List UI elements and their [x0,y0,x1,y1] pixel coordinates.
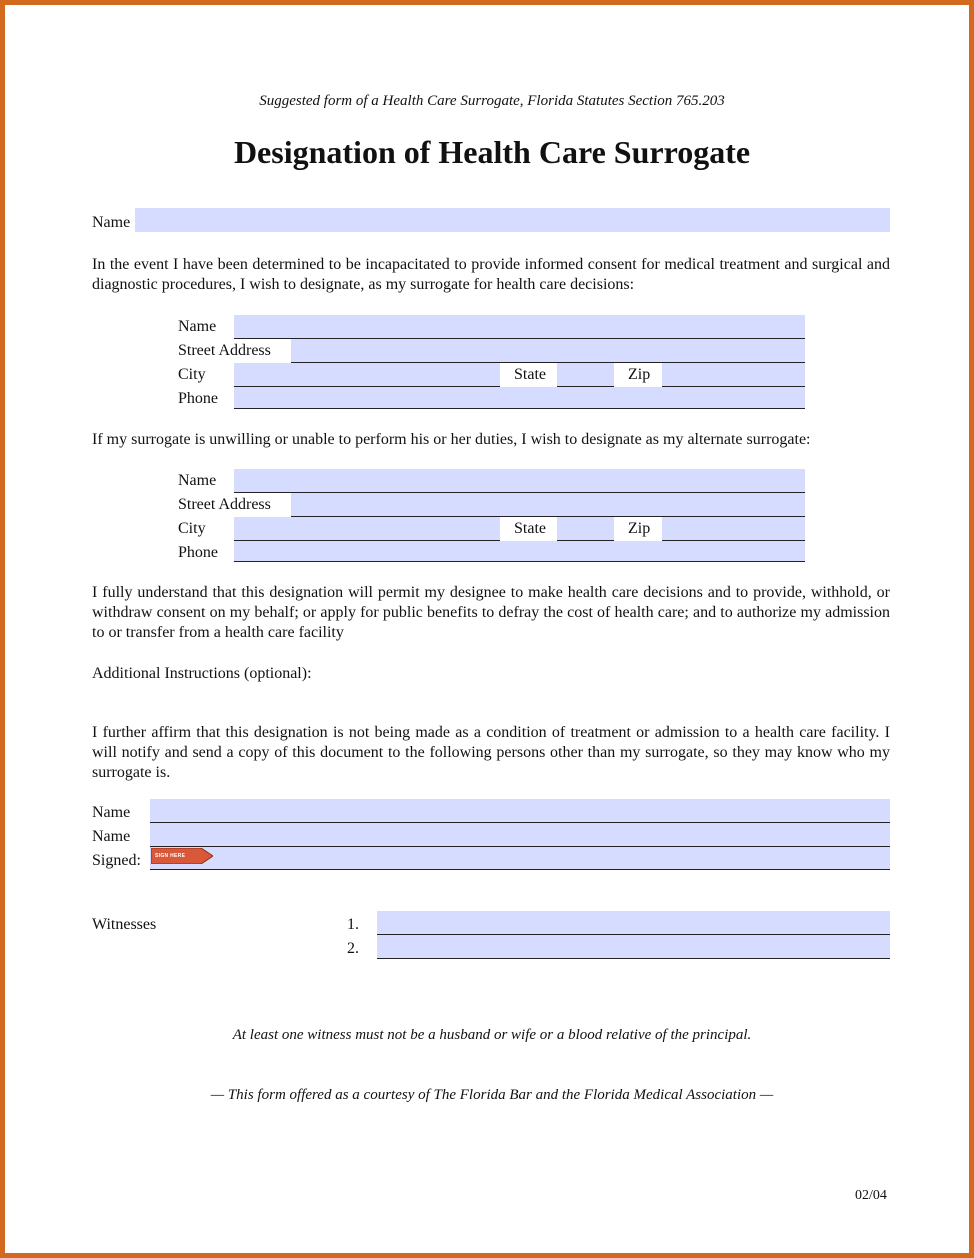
principal-name-field[interactable] [135,208,890,232]
witness1-field[interactable] [377,911,890,935]
signed-label: Signed: [92,852,141,869]
alternate-state-field[interactable] [557,517,614,541]
surrogate-street-field[interactable] [291,339,805,363]
courtesy-note: — This form offered as a courtesy of The Florida Bar and the Florida Medical Association — [210,1087,774,1103]
principal-name-label: Name [92,214,131,231]
witness2-number: 2. [347,940,359,957]
notify-name1-label: Name [92,804,131,821]
alternate-city-field[interactable] [234,517,500,541]
page-title: Designation of Health Care Surrogate [233,134,751,170]
surrogate-zip-label: Zip [628,366,651,383]
intro-paragraph: In the event I have been determined to be incapacitated to provide informed consent for medical treatment and surgical and diagnostic procedures, I wish to designate, as my surrogate for health care decisions: [92,256,890,293]
alternate-state-label: State [514,520,546,537]
alternate-phone-label: Phone [178,544,218,561]
surrogate-name-label: Name [178,318,217,335]
witness-note: At least one witness must not be a husband or wife or a blood relative of the principal. [232,1027,752,1043]
surrogate-name-field[interactable] [234,315,805,339]
alternate-city-label: City [178,520,206,537]
surrogate-zip-field[interactable] [662,363,805,387]
signature-field[interactable] [150,847,890,870]
surrogate-state-field[interactable] [557,363,614,387]
surrogate-phone-field[interactable] [234,387,805,409]
form-date: 02/04 [855,1188,887,1203]
alternate-zip-field[interactable] [662,517,805,541]
surrogate-city-label: City [178,366,206,383]
notify-name2-label: Name [92,828,131,845]
surrogate-city-field[interactable] [234,363,500,387]
alternate-name-label: Name [178,472,217,489]
surrogate-state-label: State [514,366,546,383]
form-subtitle: Suggested form of a Health Care Surrogate, Florida Statutes Section 765.203 [259,93,725,109]
affirm-paragraph: I further affirm that this designation is not being made as a condition of treatment or admission to a health care facility. I will notify and send a copy of this document to the following persons other than my surrogate, so they may know who my surrogate is. [92,724,890,781]
alternate-intro: If my surrogate is unwilling or unable to perform his or her duties, I wish to designate as my alternate surrogate: [92,431,811,448]
witnesses-label: Witnesses [92,916,157,933]
alternate-zip-label: Zip [628,520,651,537]
alternate-phone-field[interactable] [234,541,805,562]
additional-instructions-label: Additional Instructions (optional): [92,665,312,682]
surrogate-phone-label: Phone [178,390,218,407]
alternate-name-field[interactable] [234,469,805,493]
understand-paragraph: I fully understand that this designation will permit my designee to make health care decisions and to provide, withhold, or withdraw consent on my behalf; or apply for public benefits to defray the cost of health care; and to authorize my admission to or transfer from a health care facility [92,584,890,641]
notify-name2-field[interactable] [150,823,890,847]
sign-here-text: SIGN HERE [155,853,186,859]
witness1-number: 1. [347,916,359,933]
sign-here-tag[interactable] [151,848,213,864]
alternate-street-field[interactable] [291,493,805,517]
surrogate-street-label: Street Address [178,342,271,359]
witness2-field[interactable] [377,935,890,959]
notify-name1-field[interactable] [150,799,890,823]
alternate-street-label: Street Address [178,496,271,513]
